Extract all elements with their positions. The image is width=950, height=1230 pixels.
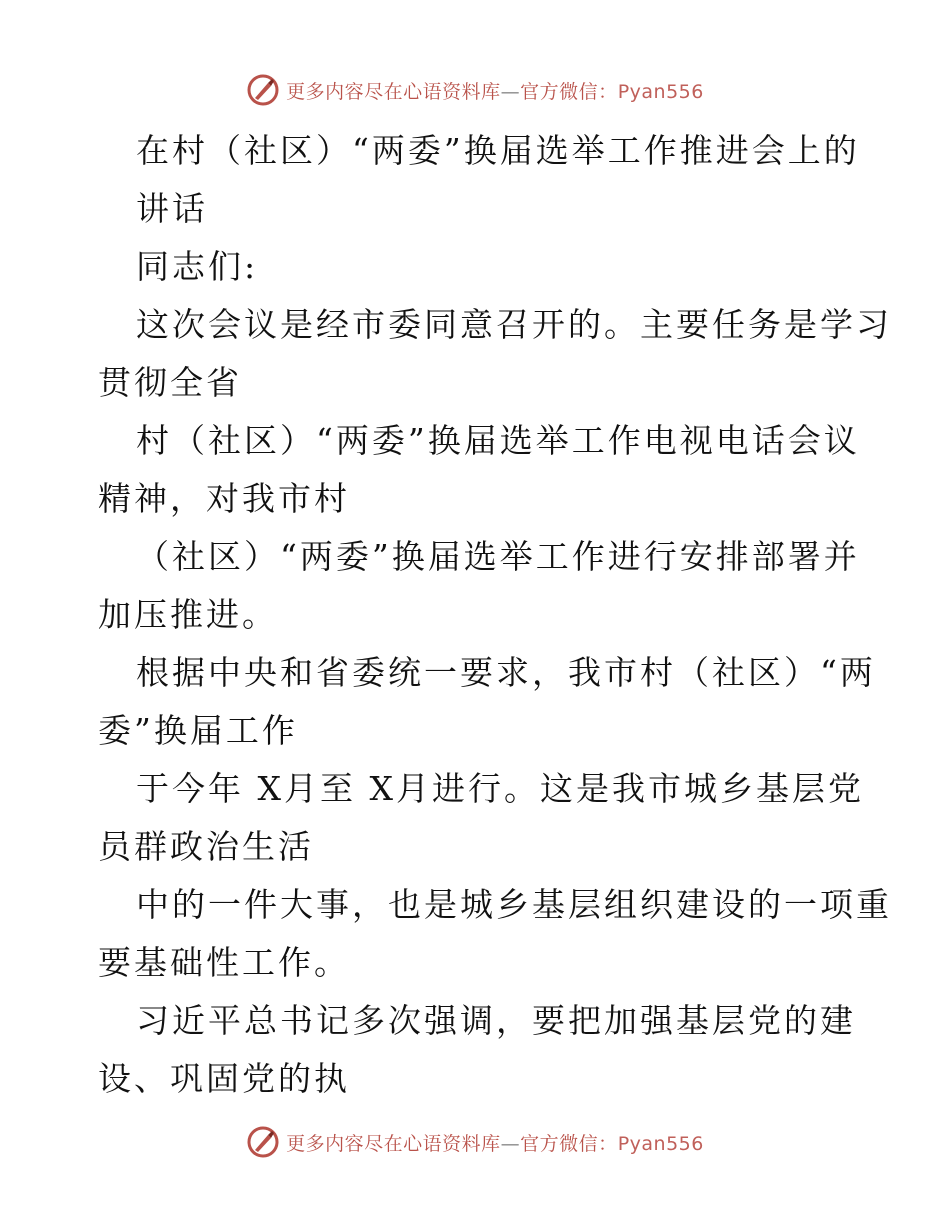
pen-logo-icon [246,1125,280,1159]
watermark-text [286,77,704,104]
watermark-main-text: 更多内容尽在心语资料库 [286,1132,501,1155]
pen-logo-icon [246,73,280,107]
watermark-wechat-label: 官方微信： [520,80,618,103]
watermark-wechat-id: Pyan556 [617,1132,704,1155]
text-line: 加压推进。 [98,595,278,634]
watermark-wechat-label: 官方微信： [520,1132,618,1155]
text-line: （社区）“两委”换届选举工作进行安排部署并 [136,537,860,576]
text-line: 要基础性工作。 [98,943,350,982]
text-line: 村（社区）“两委”换届选举工作电视电话会议 [136,421,860,460]
text-line: 在村（社区）“两委”换届选举工作推进会上的 [136,131,860,170]
text-line: 委”换届工作 [98,711,298,750]
header-watermark [0,70,950,110]
text-line: 同志们: [136,247,259,286]
text-line: 讲话 [136,189,208,228]
text-line: 中的一件大事，也是城乡基层组织建设的一项重 [136,885,892,924]
text-line: 习近平总书记多次强调，要把加强基层党的建 [136,1001,856,1040]
document-body [98,122,892,1108]
text-line: 设、巩固党的执 [98,1059,350,1098]
text-line: 于今年 X月至 X月进行。这是我市城乡基层党 [136,769,864,808]
footer-watermark [0,1122,950,1162]
watermark-separator: — [500,1132,521,1155]
text-line: 精神，对我市村 [98,479,350,518]
text-line: 贯彻全省 [98,363,242,402]
watermark-separator: — [500,80,521,103]
watermark-text [286,1129,704,1156]
text-line: 这次会议是经市委同意召开的。主要任务是学习 [136,305,892,344]
text-line: 根据中央和省委统一要求，我市村（社区）“两 [136,653,876,692]
watermark-wechat-id: Pyan556 [617,80,704,103]
watermark-main-text: 更多内容尽在心语资料库 [286,80,501,103]
text-line: 员群政治生活 [98,827,314,866]
